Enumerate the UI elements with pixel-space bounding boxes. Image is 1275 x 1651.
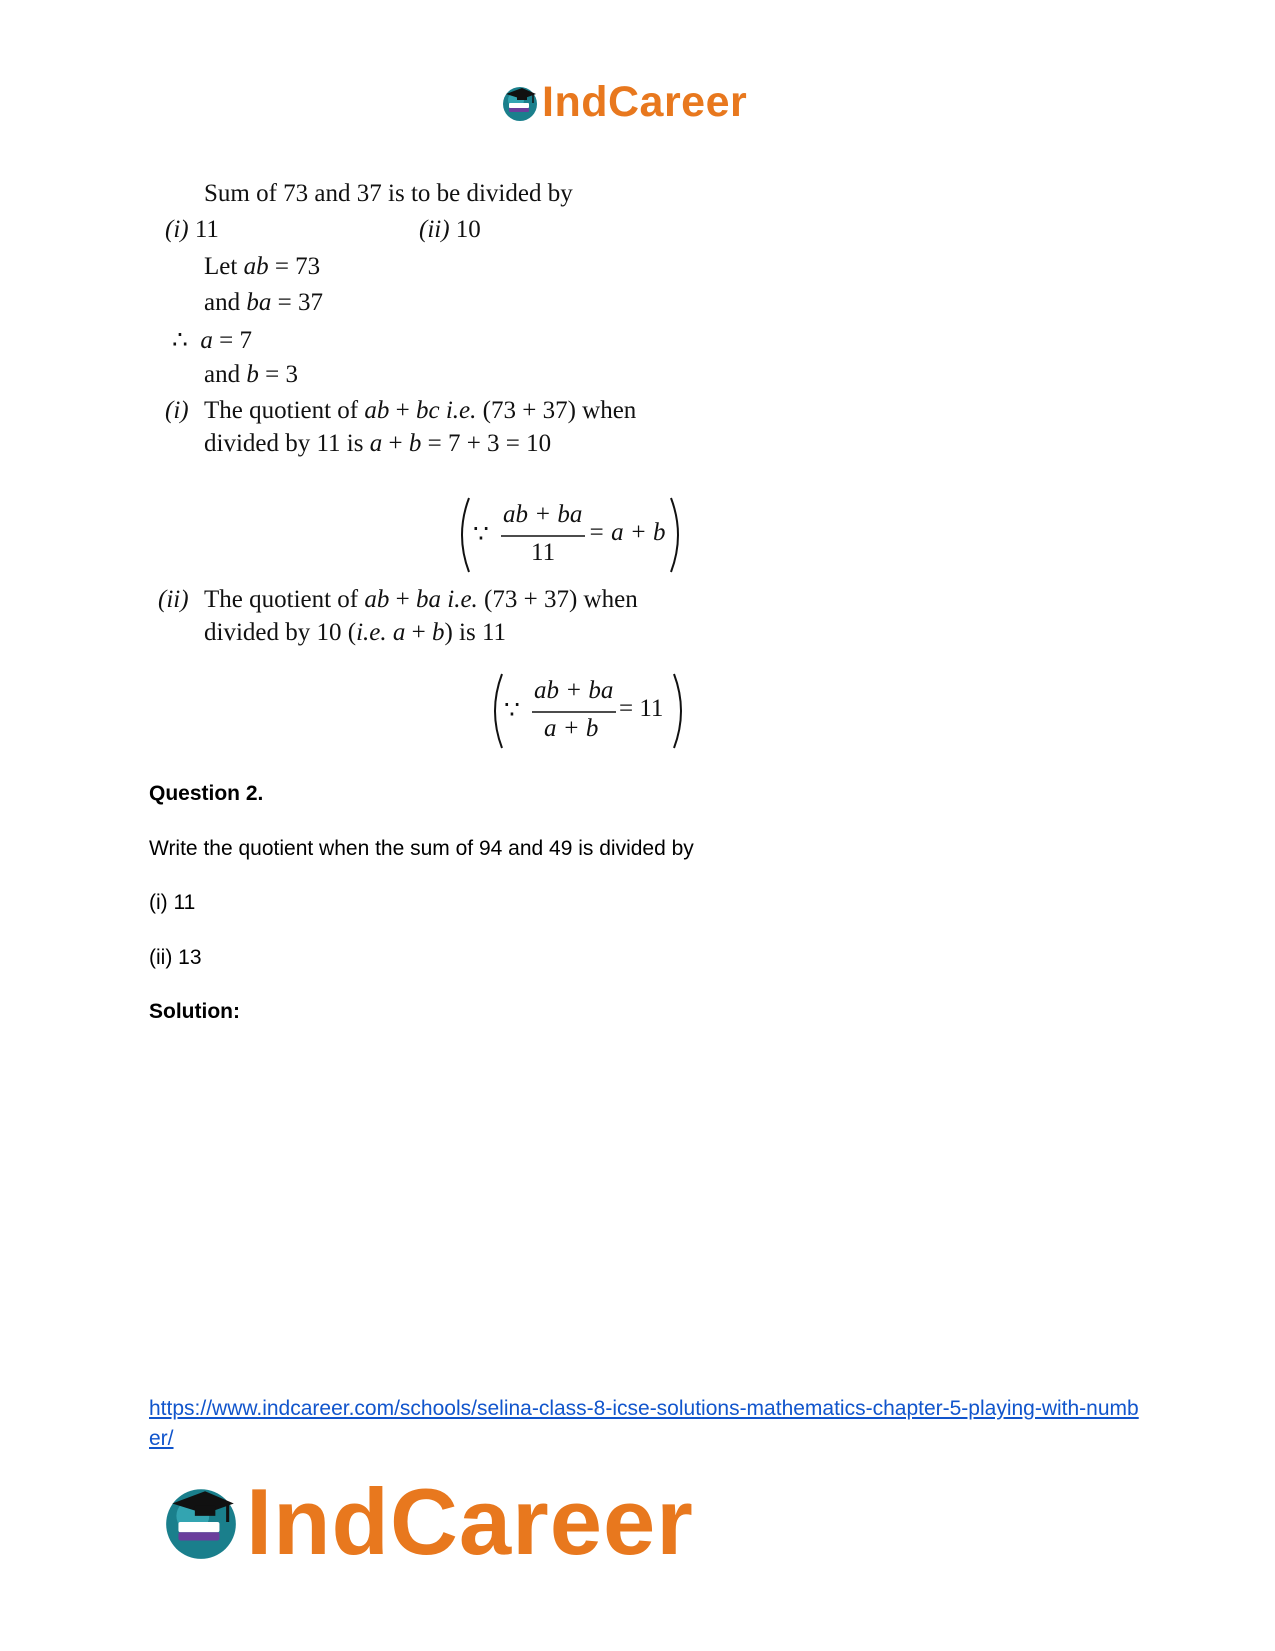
- scan-part-i-line2: divided by 11 is a + b = 7 + 3 = 10: [204, 430, 552, 457]
- logo-text: IndCareer: [246, 1469, 694, 1574]
- fraction-2-because: ∵: [504, 697, 520, 724]
- scan-let-ab: Let ab = 73: [204, 253, 321, 280]
- scan-option-i: (i) 11: [165, 216, 219, 243]
- scan-therefore-a: ∴ a = 7: [172, 327, 253, 354]
- scan-option-ii: (ii) 10: [419, 216, 481, 243]
- fraction-1-denominator: 11: [531, 539, 556, 566]
- source-link[interactable]: https://www.indcareer.com/schools/selina-class-8-icse-solutions-mathematics-chapter-5-playing-with-number/: [149, 1397, 1139, 1450]
- logo-text: IndCareer: [542, 78, 748, 126]
- scanned-solution: [0, 0, 760, 760]
- question-text: Write the quotient when the sum of 94 and 49 is divided by: [149, 837, 694, 860]
- scan-part-ii-line1: The quotient of ab + ba i.e. (73 + 37) when: [204, 586, 638, 613]
- question-option-2: (ii) 13: [149, 946, 202, 969]
- fraction-2-numerator: ab + ba: [534, 677, 614, 704]
- scan-part-i-line1: The quotient of ab + bc i.e. (73 + 37) when: [204, 397, 637, 424]
- graduation-cap-globe-icon: [160, 1481, 242, 1563]
- question-option-1: (i) 11: [149, 891, 196, 914]
- scan-part-ii-marker: (ii): [158, 586, 189, 613]
- fraction-1-because: ∵: [473, 521, 489, 548]
- scan-and-ba: and ba = 37: [204, 289, 323, 316]
- fraction-1: [455, 495, 685, 575]
- scan-part-ii-line2: divided by 10 (i.e. a + b) is 11: [204, 619, 507, 646]
- footer-logo: [160, 1468, 694, 1576]
- fraction-2: [488, 671, 688, 751]
- scan-and-b: and b = 3: [204, 361, 298, 388]
- fraction-2-rhs: = 11: [619, 695, 664, 722]
- solution-label: Solution:: [149, 1000, 240, 1023]
- scan-line-1: Sum of 73 and 37 is to be divided by: [204, 180, 573, 207]
- question-heading: Question 2.: [149, 782, 264, 805]
- fraction-1-rhs: = a + b: [588, 519, 666, 546]
- fraction-2-denominator: a + b: [544, 715, 599, 742]
- fraction-1-numerator: ab + ba: [503, 501, 583, 528]
- scan-part-i-marker: (i): [165, 397, 189, 424]
